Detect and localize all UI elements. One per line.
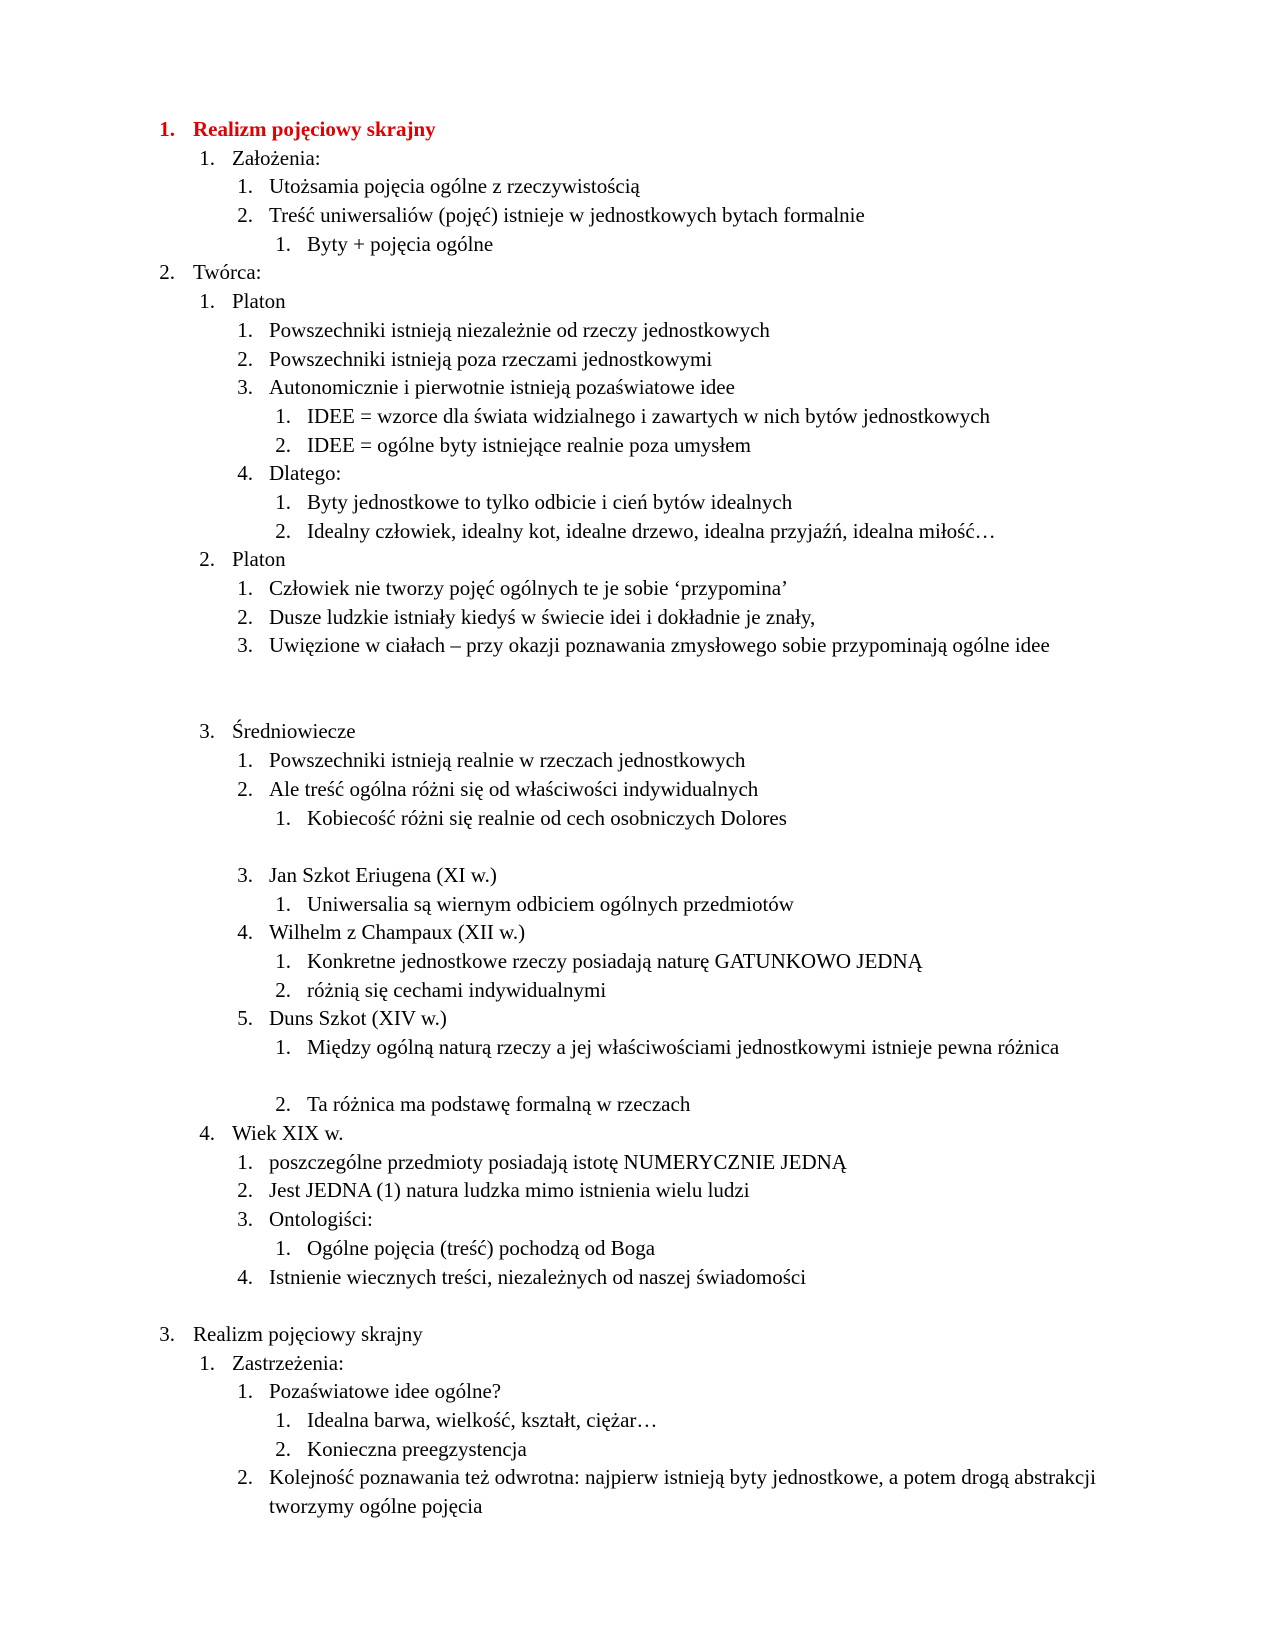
item-text: Platon	[232, 289, 286, 314]
document-body	[0, 115, 1275, 1521]
item-text: Treść uniwersaliów (pojęć) istnieje w jednostkowych bytach formalnie	[269, 203, 865, 228]
outline-item	[0, 545, 1275, 574]
item-number: 2.	[237, 776, 253, 801]
item-number: 2.	[237, 203, 253, 228]
item-text: Średniowiecze	[232, 719, 356, 744]
item-number: 1.	[275, 489, 291, 514]
item-number: 2.	[159, 260, 175, 285]
item-number: 4.	[237, 461, 253, 486]
blank-line	[0, 832, 1275, 861]
item-number: 2.	[237, 346, 253, 371]
item-number: 1.	[275, 1407, 291, 1432]
item-text: Konkretne jednostkowe rzeczy posiadają naturę GATUNKOWO JEDNĄ	[307, 948, 923, 973]
item-text: Ale treść ogólna różni się od właściwości indywidualnych	[269, 776, 759, 801]
outline-item	[0, 1234, 1275, 1263]
outline-item	[0, 144, 1275, 173]
item-text: Wilhelm z Champaux (XII w.)	[269, 920, 526, 945]
outline-item	[0, 804, 1275, 833]
item-text: Jan Szkot Eriugena (XI w.)	[269, 862, 497, 887]
outline-item	[0, 517, 1275, 546]
item-text: Duns Szkot (XIV w.)	[269, 1006, 447, 1031]
outline-item	[0, 1406, 1275, 1435]
item-number: 2.	[237, 1178, 253, 1203]
item-number: 2.	[275, 1436, 291, 1461]
item-number: 4.	[237, 920, 253, 945]
item-number: 1.	[275, 948, 291, 973]
item-number: 4.	[199, 1121, 215, 1146]
item-number: 3.	[199, 719, 215, 744]
item-number: 1.	[159, 117, 175, 141]
item-number: 1.	[275, 403, 291, 428]
outline-item	[0, 172, 1275, 201]
blank-line	[0, 1291, 1275, 1320]
item-text: Wiek XIX w.	[232, 1121, 344, 1146]
item-number: 1.	[237, 174, 253, 199]
item-text: Twórca:	[193, 260, 262, 285]
item-text: Byty + pojęcia ogólne	[307, 231, 494, 256]
outline-item	[0, 775, 1275, 804]
item-text: Platon	[232, 547, 286, 572]
outline-item	[0, 402, 1275, 431]
item-text: Istnienie wiecznych treści, niezależnych od naszej świadomości	[269, 1264, 807, 1289]
outline-item	[0, 1119, 1275, 1148]
item-number: 1.	[275, 891, 291, 916]
outline-item	[0, 1090, 1275, 1119]
item-number: 2.	[275, 1092, 291, 1117]
outline-item	[0, 488, 1275, 517]
item-text: Założenia:	[232, 145, 321, 170]
item-text: Utożsamia pojęcia ogólne z rzeczywistością	[269, 174, 640, 199]
item-text: Idealny człowiek, idealny kot, idealne drzewo, idealna przyjaźń, idealna miłość…	[307, 518, 996, 543]
outline-heading	[0, 258, 1275, 287]
outline-item	[0, 1349, 1275, 1378]
item-number: 4.	[237, 1264, 253, 1289]
item-number: 2.	[275, 977, 291, 1002]
item-text: Idealna barwa, wielkość, kształt, ciężar…	[307, 1407, 658, 1432]
outline-item	[0, 1033, 1275, 1090]
outline-heading	[0, 1320, 1275, 1349]
outline-item	[0, 717, 1275, 746]
item-text: Realizm pojęciowy skrajny	[193, 1321, 423, 1346]
item-number: 3.	[237, 862, 253, 887]
item-text: IDEE = wzorce dla świata widzialnego i zawartych w nich bytów jednostkowych	[307, 403, 991, 428]
outline-item	[0, 230, 1275, 259]
item-number: 1.	[199, 1350, 215, 1375]
item-number: 1.	[237, 317, 253, 342]
outline-item	[0, 746, 1275, 775]
item-number: 3.	[237, 375, 253, 400]
outline-heading	[0, 115, 1275, 144]
outline-item	[0, 1463, 1275, 1520]
item-number: 2.	[237, 604, 253, 629]
outline-item	[0, 316, 1275, 345]
outline-item	[0, 1263, 1275, 1292]
item-text: Uwięzione w ciałach – przy okazji poznawania zmysłowego sobie przypominają ogólne idee	[269, 633, 1050, 658]
item-number: 3.	[237, 633, 253, 658]
item-number: 2.	[275, 518, 291, 543]
item-text: różnią się cechami indywidualnymi	[307, 977, 607, 1002]
outline-item	[0, 918, 1275, 947]
item-text: Powszechniki istnieją niezależnie od rzeczy jednostkowych	[269, 317, 770, 342]
item-text: IDEE = ogólne byty istniejące realnie poza umysłem	[307, 432, 751, 457]
outline-item	[0, 201, 1275, 230]
item-text: Ogólne pojęcia (treść) pochodzą od Boga	[307, 1235, 656, 1260]
item-text: poszczególne przedmioty posiadają istotę NUMERYCZNIE JEDNĄ	[269, 1149, 847, 1174]
item-text: Dlatego:	[269, 461, 342, 486]
outline-item	[0, 890, 1275, 919]
outline-item	[0, 287, 1275, 316]
item-number: 1.	[199, 145, 215, 170]
blank-line	[0, 689, 1275, 718]
outline-item	[0, 947, 1275, 976]
item-text: Realizm pojęciowy skrajny	[193, 117, 436, 141]
item-text: Jest JEDNA (1) natura ludzka mimo istnienia wielu ludzi	[269, 1178, 750, 1203]
outline-item	[0, 1004, 1275, 1033]
item-text: Dusze ludzkie istniały kiedyś w świecie idei i dokładnie je znały,	[269, 604, 816, 629]
item-number: 1.	[237, 576, 253, 600]
item-number: 1.	[199, 289, 215, 314]
item-text: Człowiek nie tworzy pojęć ogólnych te je sobie ‘przypomina’	[269, 576, 789, 600]
item-text: Powszechniki istnieją poza rzeczami jednostkowymi	[269, 346, 713, 371]
item-number: 1.	[237, 1149, 253, 1174]
item-number: 1.	[275, 1035, 291, 1060]
item-text: Byty jednostkowe to tylko odbicie i cień bytów idealnych	[307, 489, 793, 514]
outline-item	[0, 603, 1275, 632]
item-text: Uniwersalia są wiernym odbiciem ogólnych przedmiotów	[307, 891, 794, 916]
item-number: 1.	[275, 1235, 291, 1260]
item-number: 2.	[199, 547, 215, 572]
item-text: Ta różnica ma podstawę formalną w rzeczach	[307, 1092, 691, 1117]
outline-item	[0, 1205, 1275, 1234]
item-number: 1.	[275, 805, 291, 830]
outline-item	[0, 1377, 1275, 1406]
item-number: 5.	[237, 1006, 253, 1031]
item-text: Autonomicznie i pierwotnie istnieją pozaświatowe idee	[269, 375, 735, 400]
item-text: Zastrzeżenia:	[232, 1350, 344, 1375]
item-text: Konieczna preegzystencja	[307, 1436, 527, 1461]
item-number: 2.	[237, 1465, 253, 1490]
outline-item	[0, 861, 1275, 890]
item-text: Pozaświatowe idee ogólne?	[269, 1379, 502, 1404]
outline-item	[0, 976, 1275, 1005]
outline-item	[0, 431, 1275, 460]
item-number: 3.	[237, 1207, 253, 1232]
outline-item	[0, 631, 1275, 688]
item-text: Kolejność poznawania też odwrotna: najpierw istnieją byty jednostkowe, a potem drogą abstrakcji tworzymy ogólne pojęcia	[269, 1465, 1096, 1519]
outline-item	[0, 345, 1275, 374]
item-text: Kobiecość różni się realnie od cech osobniczych Dolores	[307, 805, 787, 830]
outline-item	[0, 459, 1275, 488]
item-number: 3.	[159, 1321, 175, 1346]
item-number: 1.	[237, 1379, 253, 1404]
item-text: Powszechniki istnieją realnie w rzeczach jednostkowych	[269, 748, 746, 773]
outline-item	[0, 1148, 1275, 1177]
outline-item	[0, 1435, 1275, 1464]
outline-item	[0, 574, 1275, 603]
outline-item	[0, 373, 1275, 402]
outline-item	[0, 1176, 1275, 1205]
item-text: Między ogólną naturą rzeczy a jej właściwościami jednostkowymi istnieje pewna różnica	[307, 1035, 1060, 1060]
item-number: 1.	[237, 748, 253, 773]
item-number: 2.	[275, 432, 291, 457]
item-text: Ontologiści:	[269, 1207, 373, 1232]
item-number: 1.	[275, 231, 291, 256]
